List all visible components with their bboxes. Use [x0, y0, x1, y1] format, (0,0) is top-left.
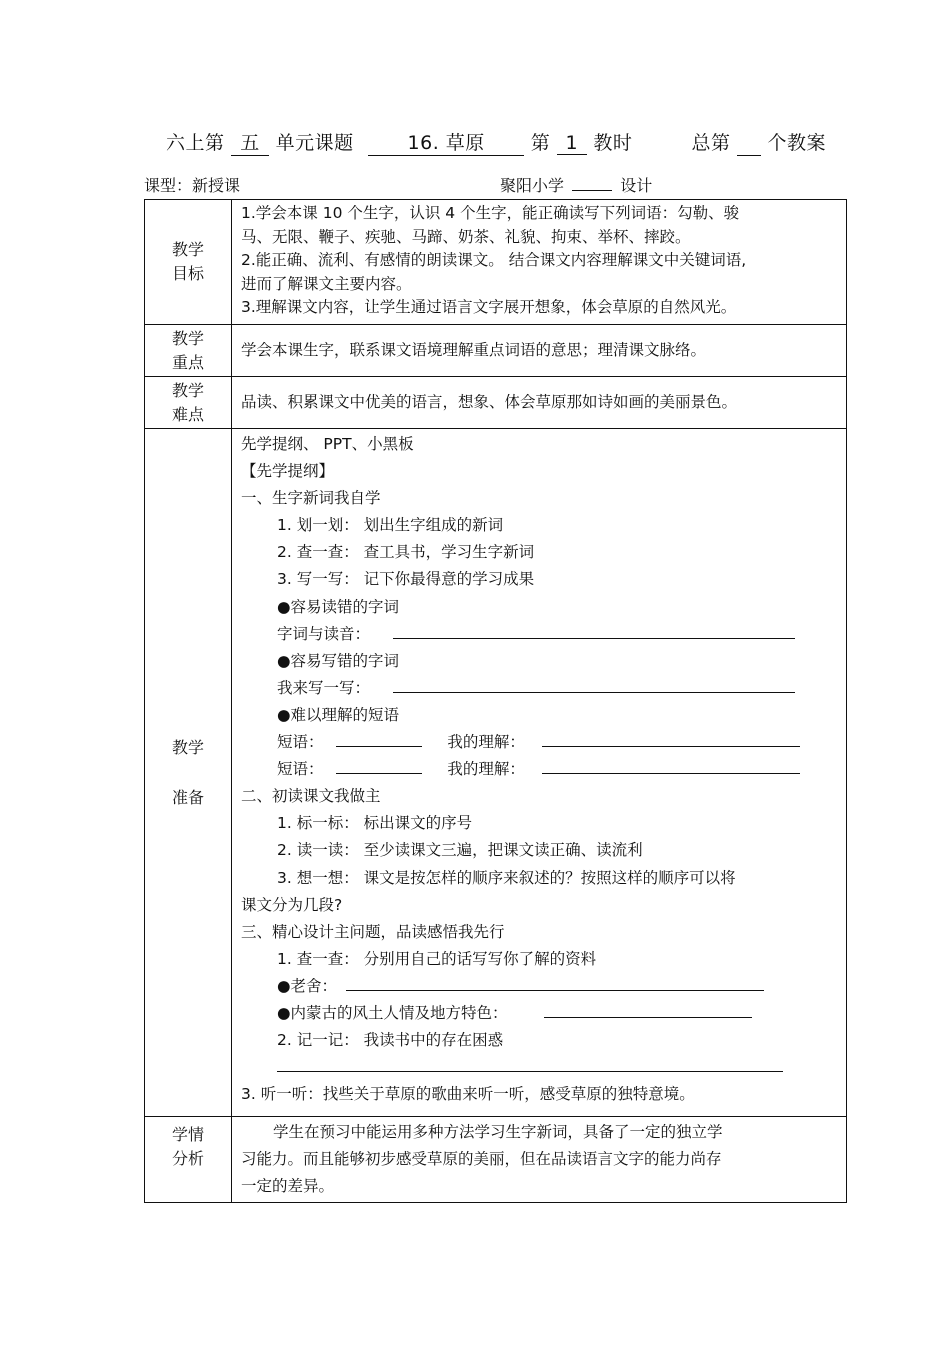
goals-label-1: 教学 — [171, 240, 204, 259]
prep-label-2: 准备 — [171, 787, 204, 807]
meaning-blank — [542, 731, 800, 747]
course-type: 课型：新授课 — [144, 176, 241, 195]
header-period-prefix: 第 — [530, 132, 551, 154]
analysis-line: 学生在预习中能运用多种方法学习生字新词，具备了一定的独立学 — [273, 1123, 723, 1141]
lesson-plan-header — [166, 128, 826, 156]
focus-label-2: 重点 — [171, 352, 204, 372]
prep-label — [145, 429, 232, 1117]
miswrite-field-label: 我来写一写： — [277, 678, 371, 697]
row-analysis — [145, 1117, 847, 1203]
misread-field-label: 字词与读音： — [277, 624, 371, 643]
listen-item: 3. 听一听：找些关于草原的歌曲来听一听，感受草原的独特意境。 — [241, 1085, 695, 1104]
miswrite-blank — [393, 677, 795, 693]
mongolia-blank — [544, 1002, 752, 1018]
design-label: 设计 — [620, 176, 653, 195]
header-prefix: 六上第 — [166, 132, 225, 154]
row-focus — [145, 325, 847, 377]
laoshe-blank — [346, 975, 764, 991]
meaning-label: 我的理解： — [447, 760, 525, 779]
mongolia-row — [241, 1000, 846, 1027]
outline-title: 【先学提纲】 — [241, 462, 335, 481]
goals-label — [145, 200, 232, 325]
analysis-label-1: 学情 — [171, 1125, 204, 1144]
designer-line — [500, 173, 652, 196]
row-preparation — [145, 429, 847, 1117]
analysis-line: 一定的差异。 — [241, 1177, 335, 1195]
laoshe-row — [241, 973, 846, 1000]
phrase-blank — [336, 731, 422, 747]
miswrite-heading: ●容易写错的字词 — [277, 651, 400, 670]
period-number: 1 — [557, 132, 587, 155]
total-number — [737, 135, 761, 156]
section-2-item: 2. 读一读： 至少读课文三遍，把课文读正确、读流利 — [277, 841, 643, 860]
difficulty-label — [145, 377, 232, 429]
hard-phrase-heading: ●难以理解的短语 — [277, 705, 400, 724]
doubt-blank — [277, 1056, 783, 1072]
section-3-item: 1. 查一查： 分别用自己的话写写你了解的资料 — [277, 949, 597, 968]
doubt-row — [241, 1054, 846, 1081]
meaning-blank — [542, 758, 800, 774]
section-1-item: 2. 查一查： 查工具书，学习生字新词 — [277, 543, 535, 562]
miswrite-row — [241, 675, 846, 702]
row-goals — [145, 200, 847, 325]
header-total-prefix: 总第 — [691, 132, 731, 154]
analysis-line: 习能力。而且能够初步感受草原的美丽，但在品读语言文字的能力尚存 — [241, 1150, 722, 1168]
section-2-title: 二、初读课文我做主 — [241, 787, 381, 806]
misread-blank — [393, 623, 795, 639]
prep-label-1: 教学 — [171, 737, 204, 757]
laoshe-label: ●老舍： — [277, 976, 338, 995]
goal-line: 进而了解课文主要内容。 — [241, 274, 412, 293]
misread-row — [241, 621, 846, 648]
section-3-title: 三、精心设计主问题，品读感悟我先行 — [241, 922, 505, 941]
section-1-title: 一、生字新词我自学 — [241, 489, 381, 508]
misread-heading: ●容易读错的字词 — [277, 597, 400, 616]
analysis-label — [145, 1117, 232, 1203]
section-2-item: 3. 想一想： 课文是按怎样的顺序来叙述的？按照这样的顺序可以将 — [277, 868, 736, 887]
focus-label — [145, 325, 232, 377]
difficulty-label-2: 难点 — [171, 404, 204, 424]
materials: 先学提纲、 PPT、小黑板 — [241, 435, 414, 453]
analysis-label-2: 分析 — [171, 1149, 204, 1168]
goal-line: 马、无限、鞭子、疾驰、马蹄、奶茶、礼貌、拘束、举杯、摔跤。 — [241, 227, 691, 246]
phrase-label: 短语： — [277, 760, 324, 779]
goal-line: 2.能正确、流利、有感情的朗读课文。 结合课文内容理解课文中关键词语, — [241, 251, 747, 269]
focus-label-1: 教学 — [171, 328, 204, 348]
lesson-plan-table — [144, 199, 847, 1203]
phrase-blank — [336, 758, 422, 774]
goal-line: 1.学会本课 10 个生字，认识 4 个生字，能正确读写下列词语：勾勒、骏 — [241, 204, 740, 222]
header-unit-topic-label: 单元课题 — [275, 132, 354, 154]
meaning-label: 我的理解： — [447, 733, 525, 752]
prep-content — [232, 429, 847, 1117]
analysis-content — [232, 1117, 847, 1203]
goal-line: 3.理解课文内容，让学生通过语言文字展开想象，体会草原的自然风光。 — [241, 298, 737, 316]
goals-label-2: 目标 — [171, 264, 204, 283]
row-difficulty — [145, 377, 847, 429]
focus-content: 学会本课生字，联系课文语境理解重点词语的意思；理清课文脉络。 — [232, 325, 847, 377]
section-1-item: 3. 写一写： 记下你最得意的学习成果 — [277, 570, 535, 589]
school-name: 聚阳小学 — [500, 176, 565, 195]
phrase-row — [241, 756, 846, 783]
unit-number: 五 — [231, 128, 269, 156]
section-2-continuation: 课文分为几段? — [241, 895, 343, 914]
section-2-item: 1. 标一标： 标出课文的序号 — [277, 814, 473, 833]
header-period-label: 教时 — [593, 132, 633, 154]
difficulty-content: 品读、积累课文中优美的语言，想象、体会草原那如诗如画的美丽景色。 — [232, 377, 847, 429]
phrase-row — [241, 729, 846, 756]
mongolia-label: ●内蒙古的风土人情及地方特色： — [277, 1003, 508, 1022]
header-total-label: 个教案 — [767, 132, 827, 154]
section-1-item: 1. 划一划： 划出生字组成的新词 — [277, 516, 504, 535]
lesson-title: 16. 草原 — [368, 128, 524, 156]
difficulty-label-1: 教学 — [171, 380, 204, 400]
section-3-item: 2. 记一记： 我读书中的存在困惑 — [277, 1031, 504, 1050]
phrase-label: 短语： — [277, 733, 324, 752]
designer-name — [572, 175, 612, 191]
goals-content — [232, 200, 847, 325]
